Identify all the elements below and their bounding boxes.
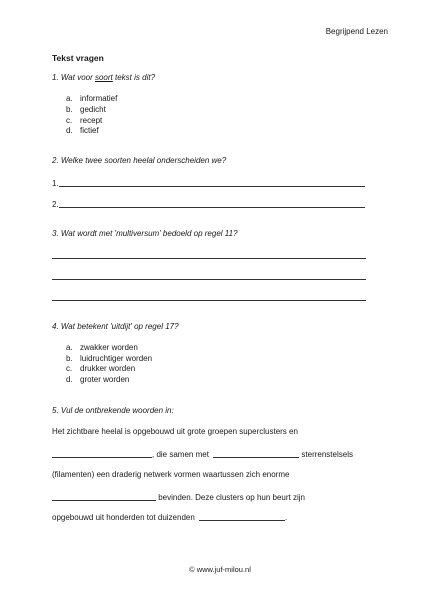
question-1-option-d	[66, 126, 99, 135]
answer-line-1-label: 1.	[52, 179, 59, 188]
option-text: informatief	[80, 94, 118, 103]
option-text: luidruchtiger worden	[80, 354, 153, 363]
option-text: groter worden	[80, 375, 130, 384]
cloze-text: .	[285, 513, 288, 522]
cloze-line-3: (filamenten) een draderig netwerk vormen waartussen zich enorme	[52, 470, 290, 479]
cloze-line-5	[52, 512, 287, 522]
option-text: gedicht	[80, 105, 106, 114]
answer-line-1[interactable]	[52, 178, 366, 188]
question-1-suffix: tekst is dit?	[112, 73, 156, 82]
cloze-line-4	[52, 492, 305, 502]
cloze-text: bevinden. Deze clusters op hun beurt zijn	[158, 493, 305, 502]
question-1-option-a	[66, 94, 117, 103]
answer-line-2-label: 2.	[52, 200, 59, 209]
answer-line-2-fill[interactable]	[59, 199, 365, 208]
option-text: zwakker worden	[80, 343, 138, 352]
option-text: fictief	[80, 126, 99, 135]
answer-line[interactable]	[52, 300, 366, 301]
answer-line-1-fill[interactable]	[59, 178, 365, 187]
page-title: Tekst vragen	[52, 53, 104, 63]
question-4-option-d	[66, 375, 129, 384]
cloze-text: sterrenstelsels	[301, 450, 353, 459]
answer-line[interactable]	[52, 258, 366, 259]
cloze-text: , die samen met	[152, 450, 209, 459]
option-text: recept	[80, 116, 103, 125]
cloze-blank-3[interactable]	[52, 492, 156, 501]
cloze-line-2	[52, 449, 353, 459]
option-letter: d.	[66, 375, 73, 384]
answer-line[interactable]	[52, 279, 366, 280]
question-1-option-b	[66, 105, 106, 114]
answer-line-2[interactable]	[52, 199, 366, 209]
cloze-blank-4[interactable]	[199, 512, 288, 522]
option-text: drukker worden	[80, 364, 136, 373]
option-letter: b.	[66, 354, 73, 363]
option-letter: c.	[66, 364, 73, 373]
question-1-prefix: 1. Wat voor	[52, 73, 95, 82]
cloze-text: opgebouwd uit honderden tot duizenden	[52, 513, 195, 522]
option-letter: d.	[66, 126, 73, 135]
question-4-option-b	[66, 354, 152, 363]
cloze-line-1: Het zichtbare heelal is opgebouwd uit grote groepen superclusters en	[52, 427, 298, 436]
question-2: 2. Welke twee soorten heelal onderscheiden we?	[52, 156, 227, 165]
header-label: Begrijpend Lezen	[325, 27, 388, 36]
option-letter: a.	[66, 94, 73, 103]
question-4: 4. Wat betekent 'uitdijt' op regel 17?	[52, 322, 179, 331]
option-letter: a.	[66, 343, 73, 352]
option-letter: b.	[66, 105, 73, 114]
question-1-underlined: soort	[94, 73, 113, 82]
question-4-option-c	[66, 364, 135, 373]
cloze-blank-1[interactable]	[52, 449, 152, 458]
question-1-option-c	[66, 116, 102, 125]
question-3: 3. Wat wordt met 'multiversum' bedoeld op regel 11?	[52, 229, 238, 238]
question-1	[52, 73, 155, 82]
option-letter: c.	[66, 116, 73, 125]
question-5: 5. Vul de ontbrekende woorden in:	[52, 406, 174, 415]
question-4-option-a	[66, 343, 138, 352]
cloze-blank-2[interactable]	[213, 449, 299, 458]
footer-copyright[interactable]: © www.juf-milou.nl	[189, 565, 251, 574]
